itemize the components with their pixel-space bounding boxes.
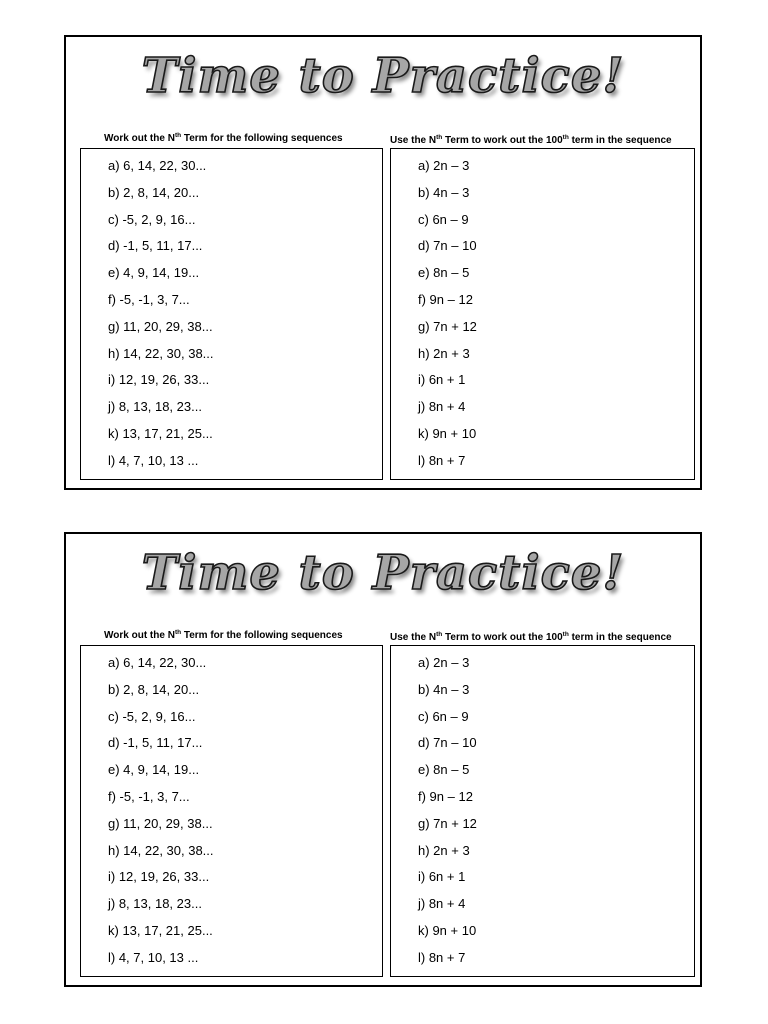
sequences-box xyxy=(80,645,383,977)
nth-term-item: l) 8n + 7 xyxy=(418,949,466,965)
nth-term-item: a) 2n – 3 xyxy=(418,158,470,173)
sequence-item: j) 8, 13, 18, 23... xyxy=(108,896,202,912)
nth-term-item: c) 6n – 9 xyxy=(418,708,469,724)
sequence-item: h) 14, 22, 30, 38... xyxy=(108,842,214,858)
sequence-item: l) 4, 7, 10, 13 ... xyxy=(108,949,199,965)
sequence-item: i) 12, 19, 26, 33... xyxy=(108,869,210,885)
nth-term-item: i) 6n + 1 xyxy=(418,869,466,885)
sequence-item: l) 4, 7, 10, 13 ... xyxy=(108,452,199,468)
sequences-heading: Work out the $N^{th}$ Term for the following sequences xyxy=(104,629,343,641)
sequences-box xyxy=(80,148,383,480)
worksheet-title: Time to Practice! xyxy=(141,545,625,601)
nth-term-item: c) 6n – 9 xyxy=(418,211,469,227)
sequence-item: b) 2, 8, 14, 20... xyxy=(108,184,200,200)
sequence-item: k) 13, 17, 21, 25... xyxy=(108,922,213,938)
sequence-item: i) 12, 19, 26, 33... xyxy=(108,372,210,388)
sequence-item: d) -1, 5, 11, 17... xyxy=(108,735,203,751)
sequence-item: a) 6, 14, 22, 30... xyxy=(108,655,207,670)
sequence-item: c) -5, 2, 9, 16... xyxy=(108,708,196,724)
sequence-item: e) 4, 9, 14, 19... xyxy=(108,762,200,778)
nth-term-item: b) 4n – 3 xyxy=(418,681,470,697)
nth-term-item: j) 8n + 4 xyxy=(418,399,466,415)
sequence-item: c) -5, 2, 9, 16... xyxy=(108,211,196,227)
nth-term-item: a) 2n – 3 xyxy=(418,655,470,670)
sequence-item: e) 4, 9, 14, 19... xyxy=(108,265,200,281)
nth-term-item: i) 6n + 1 xyxy=(418,372,466,388)
nth-term-item: d) 7n – 10 xyxy=(418,735,477,751)
sequence-item: g) 11, 20, 29, 38... xyxy=(108,815,213,831)
sequence-item: h) 14, 22, 30, 38... xyxy=(108,345,214,361)
nth-terms-box xyxy=(390,148,695,480)
nth-term-item: j) 8n + 4 xyxy=(418,896,466,912)
nth-term-item: k) 9n + 10 xyxy=(418,425,477,441)
nth-term-item: k) 9n + 10 xyxy=(418,922,477,938)
nth-term-item: e) 8n – 5 xyxy=(418,762,470,778)
nth-term-item: f) 9n – 12 xyxy=(418,788,473,804)
nth-term-heading: Use the $N^{th}$ Term to work out the 100th term in the sequence xyxy=(390,631,672,643)
sequence-item: f) -5, -1, 3, 7... xyxy=(108,788,190,804)
worksheet-title: Time to Practice! xyxy=(141,48,625,104)
sequence-item: b) 2, 8, 14, 20... xyxy=(108,681,200,697)
worksheet-card xyxy=(64,532,702,987)
nth-term-item: f) 9n – 12 xyxy=(418,291,473,307)
worksheet-card xyxy=(64,35,702,490)
sequences-heading: Work out the $N^{th}$ Term for the following sequences xyxy=(104,132,343,144)
nth-term-item: h) 2n + 3 xyxy=(418,345,470,361)
nth-term-heading: Use the $N^{th}$ Term to work out the 100th term in the sequence xyxy=(390,134,672,146)
nth-term-item: g) 7n + 12 xyxy=(418,815,477,831)
sequence-item: f) -5, -1, 3, 7... xyxy=(108,291,190,307)
nth-term-item: d) 7n – 10 xyxy=(418,238,477,254)
sequence-item: j) 8, 13, 18, 23... xyxy=(108,399,202,415)
nth-terms-box xyxy=(390,645,695,977)
sequence-item: k) 13, 17, 21, 25... xyxy=(108,425,213,441)
sequence-item: g) 11, 20, 29, 38... xyxy=(108,318,213,334)
nth-term-item: e) 8n – 5 xyxy=(418,265,470,281)
sequence-item: a) 6, 14, 22, 30... xyxy=(108,158,207,173)
nth-term-item: b) 4n – 3 xyxy=(418,184,470,200)
nth-term-item: g) 7n + 12 xyxy=(418,318,477,334)
sequence-item: d) -1, 5, 11, 17... xyxy=(108,238,203,254)
nth-term-item: h) 2n + 3 xyxy=(418,842,470,858)
nth-term-item: l) 8n + 7 xyxy=(418,452,466,468)
